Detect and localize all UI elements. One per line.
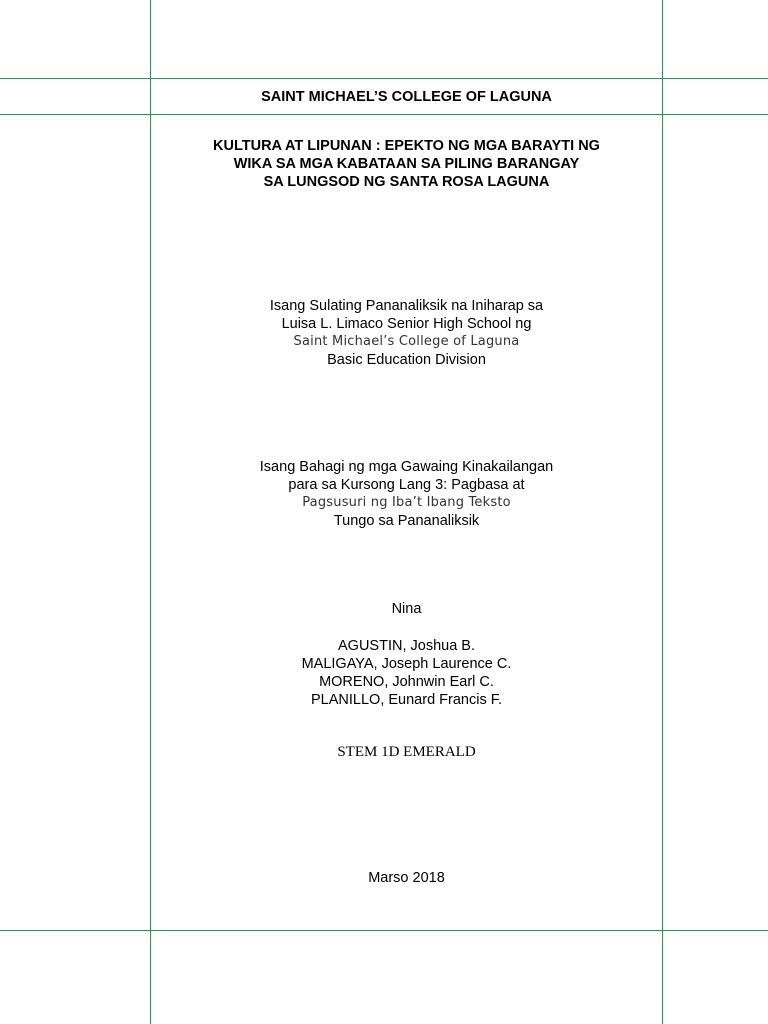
- author-4: PLANILLO, Eunard Francis F.: [311, 692, 502, 708]
- presentation-line-1: Isang Sulating Pananaliksik na Iniharap sa: [269, 298, 544, 314]
- author-1: AGUSTIN, Joshua B.: [338, 638, 475, 654]
- title-line-3: SA LUNGSOD NG SANTA ROSA LAGUNA: [263, 174, 550, 190]
- margin-guide-header-bottom: [0, 114, 768, 115]
- requirement-line-1: Isang Bahagi ng mga Gawaing Kinakailangan: [259, 459, 554, 475]
- presentation-line-3: Saint Michael’s College of Laguna: [293, 334, 520, 349]
- presentation-line-2: Luisa L. Limaco Senior High School ng: [281, 316, 532, 332]
- title-line-2: WIKA SA MGA KABATAAN SA PILING BARANGAY: [233, 156, 580, 172]
- college-name: SAINT MICHAEL’S COLLEGE OF LAGUNA: [261, 89, 552, 105]
- submission-date: Marso 2018: [368, 870, 445, 886]
- author-3: MORENO, Johnwin Earl C.: [319, 674, 494, 690]
- margin-guide-bottom: [0, 930, 768, 931]
- by-label: Nina: [391, 601, 422, 617]
- requirement-line-2: para sa Kursong Lang 3: Pagbasa at: [288, 477, 525, 493]
- presentation-line-4: Basic Education Division: [327, 352, 486, 368]
- margin-guide-right: [662, 0, 663, 1024]
- requirement-line-3: Pagsusuri ng Iba’t Ibang Teksto: [302, 495, 511, 510]
- margin-guide-top: [0, 78, 768, 79]
- author-2: MALIGAYA, Joseph Laurence C.: [301, 656, 512, 672]
- section-name: STEM 1D EMERALD: [337, 744, 476, 760]
- requirement-line-4: Tungo sa Pananaliksik: [333, 513, 480, 529]
- title-line-1: KULTURA AT LIPUNAN : EPEKTO NG MGA BARAYTI NG: [213, 138, 600, 154]
